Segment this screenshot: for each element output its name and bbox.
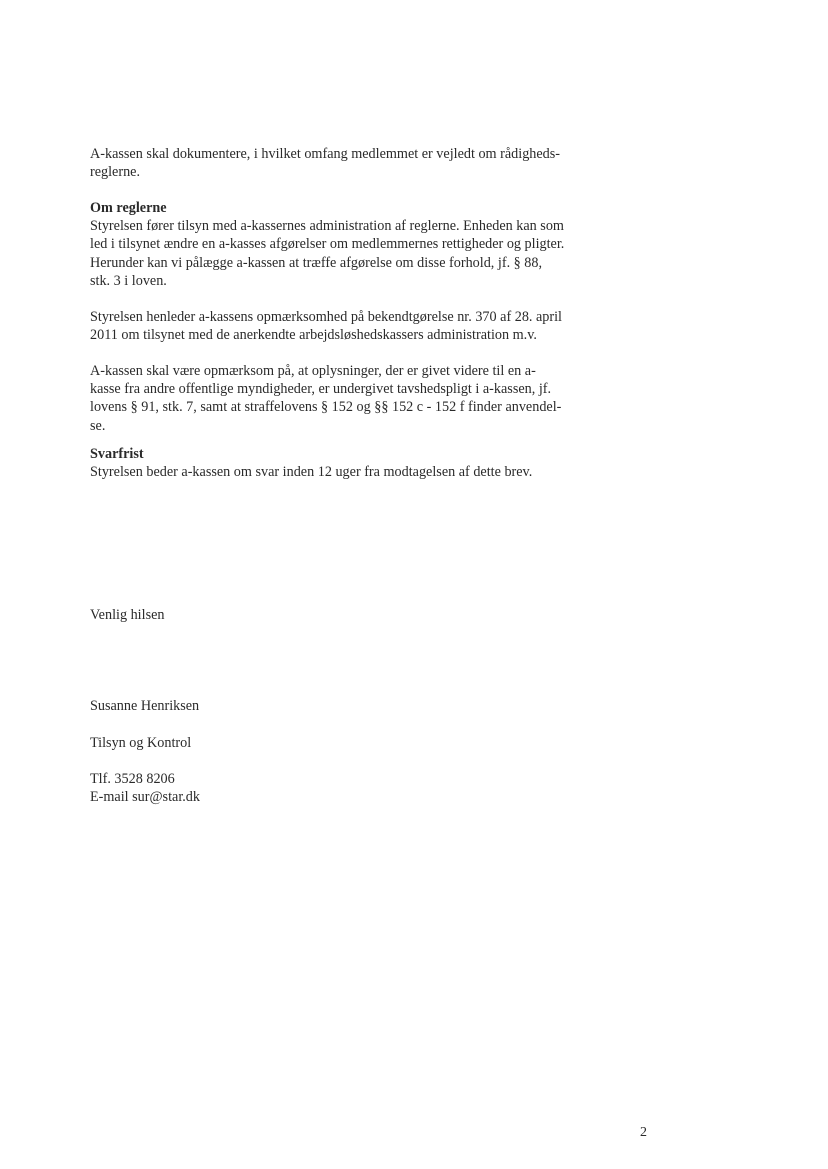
- signer-name: Susanne Henriksen: [90, 698, 200, 714]
- intro-line: A-kassen skal dokumentere, i hvilket omfang medlemmet er vejledt om rådigheds-: [90, 146, 561, 162]
- signature-contact: [90, 770, 610, 806]
- deadline-section: [90, 445, 610, 481]
- confidentiality-paragraph: [90, 362, 610, 435]
- signature-department: [90, 734, 610, 752]
- intro-paragraph: [90, 145, 610, 181]
- rules-line: stk. 3 i loven.: [90, 272, 167, 289]
- notice-line: Styrelsen henleder a-kassens opmærksomhed på bekendtgørelse nr. 370 af 28. april: [90, 309, 563, 325]
- deadline-line: Styrelsen beder a-kassen om svar inden 12 uger fra modtagelsen af dette brev.: [90, 464, 533, 481]
- rules-line: Styrelsen fører tilsyn med a-kassernes administration af reglerne. Enheden kan som: [90, 218, 564, 235]
- rules-heading: Om reglerne: [90, 200, 167, 216]
- confidentiality-line: se.: [90, 417, 106, 434]
- rules-line: led i tilsynet ændre en a-kasses afgørelser om medlemmernes rettigheder og pligter.: [90, 236, 565, 253]
- closing-greeting: [90, 606, 610, 624]
- notice-line: 2011 om tilsynet med de anerkendte arbejdsløshedskassers administration m.v.: [90, 327, 537, 344]
- rules-section: [90, 199, 610, 290]
- confidentiality-line: kasse fra andre offentlige myndigheder, er undergivet tavshedspligt i a-kassen, jf.: [90, 381, 552, 398]
- intro-line: reglerne.: [90, 164, 141, 181]
- deadline-heading: Svarfrist: [90, 446, 144, 462]
- rules-line: Herunder kan vi pålægge a-kassen at træffe afgørelse om disse forhold, jf. § 88,: [90, 254, 543, 271]
- email-address: E-mail sur@star.dk: [90, 789, 200, 806]
- signature-name: [90, 697, 610, 715]
- confidentiality-line: A-kassen skal være opmærksom på, at oplysninger, der er givet videre til en a-: [90, 363, 536, 379]
- phone-number: Tlf. 3528 8206: [90, 771, 175, 787]
- confidentiality-line: lovens § 91, stk. 7, samt at straffelovens § 152 og §§ 152 c - 152 f finder anvendel-: [90, 399, 562, 416]
- page-number: 2: [640, 1125, 647, 1140]
- closing-text: Venlig hilsen: [90, 607, 165, 623]
- notice-paragraph: [90, 308, 610, 344]
- department-name: Tilsyn og Kontrol: [90, 735, 192, 751]
